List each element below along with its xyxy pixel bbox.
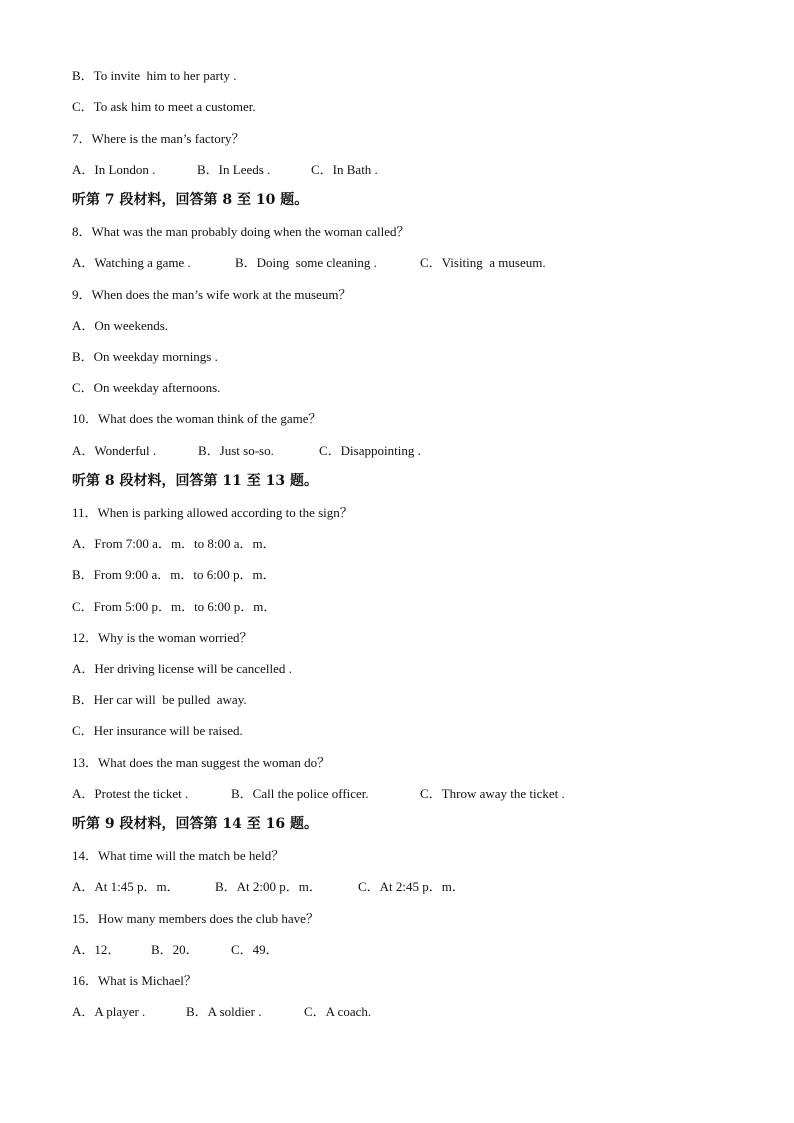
- q9-question: 9．When does the man’s wife work at the museum？: [72, 287, 352, 302]
- section-8-heading: 听第 8 段材料，回答第 11 至 13 题。: [72, 473, 318, 489]
- q11-option-b: B．From 9:00 a．m．to 6:00 p．m．: [72, 567, 276, 582]
- q8-option-a: A．Watching a game .: [72, 255, 191, 270]
- q8-question: 8．What was the man probably doing when the woman called？: [72, 224, 410, 239]
- q8-option-b: B．Doing some cleaning .: [235, 255, 377, 270]
- q16-option-b: B．A soldier .: [186, 1004, 262, 1019]
- q6-option-c: C．To ask him to meet a customer.: [72, 99, 256, 114]
- q9-option-a: A．On weekends.: [72, 318, 169, 333]
- q14-option-c: C．At 2:45 p．m．: [358, 879, 465, 894]
- q9-option-b: B．On weekday mornings .: [72, 349, 218, 364]
- q14-option-b: B．At 2:00 p．m．: [215, 879, 322, 894]
- q15-option-c: C．49．: [231, 942, 279, 957]
- q13-option-b: B．Call the police officer.: [231, 786, 369, 801]
- q10-question: 10．What does the woman think of the game？: [72, 411, 322, 426]
- q13-option-a: A．Protest the ticket .: [72, 786, 189, 801]
- q16-options: [72, 1004, 372, 1084]
- q15-option-a: A．12．: [72, 942, 121, 957]
- q10-option-b: B．Just so-so.: [198, 443, 274, 458]
- q13-option-c: C．Throw away the ticket .: [420, 786, 565, 801]
- section-9-heading: 听第 9 段材料，回答第 14 至 16 题。: [72, 816, 318, 832]
- q16-option-c: C．A coach.: [304, 1004, 372, 1019]
- q12-question: 12．Why is the woman worried？: [72, 630, 253, 645]
- q14-question: 14．What time will the match be held？: [72, 848, 285, 863]
- q12-option-b: B．Her car will be pulled away.: [72, 692, 247, 707]
- q7-option-a: A．In London .: [72, 162, 156, 177]
- q16-question: 16．What is Michael？: [72, 973, 197, 988]
- q15-option-b: B．20．: [151, 942, 199, 957]
- q14-option-a: A．At 1:45 p．m．: [72, 879, 180, 894]
- q11-option-a: A．From 7:00 a．m．to 8:00 a．m．: [72, 536, 276, 551]
- q10-option-c: C．Disappointing .: [319, 443, 421, 458]
- q7-option-b: B．In Leeds .: [197, 162, 271, 177]
- q11-option-c: C．From 5:00 p．m．to 6:00 p．m．: [72, 599, 277, 614]
- q7-option-c: C．In Bath .: [311, 162, 378, 177]
- section-7-heading: 听第 7 段材料，回答第 8 至 10 题。: [72, 192, 309, 208]
- q15-question: 15．How many members does the club have？: [72, 911, 319, 926]
- q8-option-c: C．Visiting a museum.: [420, 255, 546, 270]
- q11-question: 11．When is parking allowed according to the sign？: [72, 505, 353, 520]
- q12-option-c: C．Her insurance will be raised.: [72, 723, 243, 738]
- q12-option-a: A．Her driving license will be cancelled .: [72, 661, 292, 676]
- q6-option-b: B．To invite him to her party .: [72, 68, 237, 83]
- q16-option-a: A．A player .: [72, 1004, 146, 1019]
- q10-option-a: A．Wonderful .: [72, 443, 157, 458]
- q7-question: 7．Where is the man’s factory？: [72, 131, 245, 146]
- q9-option-c: C．On weekday afternoons.: [72, 380, 221, 395]
- q13-question: 13．What does the man suggest the woman do？: [72, 755, 331, 770]
